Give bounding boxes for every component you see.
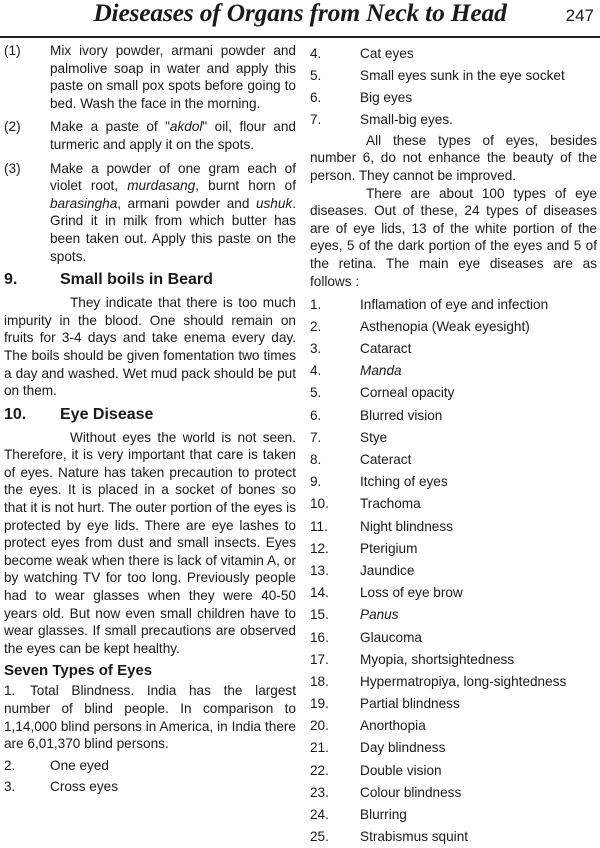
remedy-text-italic: ushuk: [255, 195, 293, 211]
section-paragraph: They indicate that there is too much impurity in the blood. One should remain on fruits for 3-4 days and take enema every day. The boils should be given fomentation two times a day and washed. Wet mud pack should be put on them.: [4, 295, 296, 399]
section-number: 10.: [4, 405, 27, 423]
remedy-text-part: , burnt horn of: [195, 178, 296, 194]
list-text: Day blindness: [360, 740, 446, 756]
left-column: [4, 42, 296, 797]
list-text: Big eyes: [360, 89, 413, 105]
list-number: 17.: [310, 651, 329, 667]
list-item: [310, 109, 597, 131]
list-number: 4.: [310, 45, 322, 61]
remedy-text-part: . Grind it in milk from which butter has been taken out. Apply this paste on the spots.: [50, 195, 296, 264]
list-item: [310, 382, 597, 404]
list-number: 22.: [310, 762, 329, 778]
remedy-text-italic: murdasang: [127, 178, 196, 194]
list-text: Asthenopia (Weak eyesight): [360, 318, 530, 334]
list-item: [4, 755, 296, 776]
list-number: 25.: [310, 829, 329, 845]
page-number: 247: [565, 6, 594, 25]
page-title: Dieseases of Organs from Neck to Head: [93, 0, 507, 27]
eye-type-number: 1.: [4, 683, 16, 699]
list-item: [310, 360, 597, 382]
right-column: [310, 42, 597, 848]
list-text: Manda: [360, 363, 402, 379]
list-text: Hypermatropiya, long-sightedness: [360, 673, 567, 689]
list-item: [310, 826, 597, 848]
list-number: 8.: [310, 452, 322, 467]
remedy-text: [50, 160, 296, 266]
list-item: [310, 626, 597, 648]
section-number: 9.: [4, 271, 18, 289]
list-item: [310, 670, 597, 692]
list-text: Blurred vision: [360, 407, 443, 423]
list-item: [310, 293, 597, 315]
list-item: [310, 426, 597, 448]
list-number: 16.: [310, 629, 329, 645]
remedy-number: (3): [4, 160, 21, 176]
remedy-text: [50, 118, 296, 153]
list-item: [310, 759, 597, 781]
remedy-text: Mix ivory powder, armani powder and palmolive soap in water and apply this paste on small pox spots before going to bed. Wash the face in the morning.: [50, 43, 296, 111]
list-item: [310, 515, 597, 537]
list-number: 21.: [310, 740, 329, 756]
section-heading: [4, 406, 296, 424]
list-number: 9.: [310, 474, 322, 490]
list-number: 6.: [310, 407, 322, 423]
remedy-number: (1): [4, 43, 21, 58]
list-item: [310, 582, 597, 604]
list-text: Cross eyes: [50, 778, 118, 794]
list-text: Small-big eyes.: [360, 112, 453, 128]
subsection-heading: Seven Types of Eyes: [4, 662, 153, 680]
list-number: 2.: [310, 318, 322, 334]
disease-list: [310, 293, 597, 848]
section-title: Eye Disease: [60, 405, 154, 423]
list-number: 4.: [310, 363, 322, 379]
list-text: Blurring: [360, 807, 407, 822]
list-text: Myopia, shortsightedness: [360, 651, 515, 667]
paragraph: All these types of eyes, besides number 6, do not enhance the beauty of the person. They cannot be improved.: [310, 132, 597, 183]
remedy-text-part: , armani powder and: [117, 195, 256, 211]
remedy-text-italic: barasingha: [50, 195, 118, 211]
list-text: Double vision: [360, 762, 442, 778]
list-text: Small eyes sunk in the eye socket: [360, 67, 565, 83]
list-number: 6.: [310, 89, 322, 105]
list-text: One eyed: [50, 757, 109, 773]
list-item: [310, 692, 597, 714]
list-number: 23.: [310, 784, 329, 800]
section-heading: [4, 271, 296, 289]
list-text: Cataract: [360, 341, 412, 357]
remedy-item: [4, 118, 296, 153]
remedy-item: [4, 160, 296, 266]
list-text: Night blindness: [360, 518, 453, 534]
list-item: [310, 604, 597, 626]
list-text: Cat eyes: [360, 45, 414, 61]
list-number: 15.: [310, 607, 329, 623]
list-item: [4, 776, 296, 797]
list-text: Loss of eye brow: [360, 585, 463, 601]
list-text: Jaundice: [360, 562, 415, 578]
list-text: Itching of eyes: [360, 474, 448, 490]
eye-types-list: [310, 42, 597, 131]
list-number: 1.: [310, 296, 322, 312]
list-number: 7.: [310, 429, 322, 445]
list-number: 18.: [310, 673, 329, 689]
list-text: Glaucoma: [360, 629, 422, 645]
remedy-text-part: Make a paste of ": [50, 119, 170, 135]
list-number: 3.: [4, 778, 16, 794]
list-item: [310, 64, 597, 86]
list-number: 24.: [310, 807, 329, 822]
list-text: Colour blindness: [360, 784, 462, 800]
list-item: [310, 448, 597, 470]
page-header: [0, 0, 600, 38]
paragraph: There are about 100 types of eye diseases. Out of these, 24 types of diseases are of eye lids, 13 of the white portion of the eyes, 5 of the dark portion of the eyes and 5 of the retina. The main eye diseases are as follows :: [310, 185, 597, 289]
list-item: [310, 42, 597, 64]
list-number: 3.: [310, 341, 322, 357]
list-item: [310, 781, 597, 803]
list-text: Stye: [360, 429, 388, 445]
list-number: 2.: [4, 757, 16, 773]
eye-type-text: Total Blindness. India has the largest number of blind people. In comparison to 1,14,000 blind persons in America, in India there are 6,01,370 blind persons.: [4, 683, 296, 752]
list-text: Corneal opacity: [360, 385, 455, 401]
list-item: [310, 315, 597, 337]
list-number: 19.: [310, 696, 329, 712]
list-number: 10.: [310, 496, 329, 512]
list-text: Inflamation of eye and infection: [360, 296, 549, 312]
list-text: Cateract: [360, 452, 412, 467]
list-number: 13.: [310, 562, 329, 578]
list-item: [310, 715, 597, 737]
list-text: Trachoma: [360, 496, 421, 512]
section-paragraph: Without eyes the world is not seen. Therefore, it is very important that care is taken of eyes. Nature has taken precaution to protect the eyes. It is placed in a socket of bones so that it is not hurt. The outer portion of the eyes is protected by eye lids. There are eye lashes to protect eyes from dust and small insects. Eyes become weak when there is lack of vitamin A, or by watching TV for too long. Previously people had to wear glasses when they were 40-50 years old. But now even small children have to wear glasses. If small precautions are observed the eyes can be kept healthy.: [4, 429, 296, 656]
list-text: Pterigium: [360, 540, 418, 556]
list-text: Anorthopia: [360, 718, 426, 734]
list-number: 11.: [310, 518, 328, 534]
list-item: [310, 537, 597, 559]
list-number: 14.: [310, 585, 329, 601]
list-item: [310, 803, 597, 825]
remedy-item: [4, 42, 296, 112]
list-text: Partial blindness: [360, 696, 460, 712]
list-item: [310, 648, 597, 670]
list-text: Panus: [360, 607, 399, 623]
list-item: [310, 559, 597, 581]
remedy-text-part: Make a powder of one gram each of violet root,: [50, 160, 296, 194]
list-text: Strabismus squint: [360, 829, 469, 845]
remedy-text-italic: akdol: [169, 119, 203, 135]
remedy-text-part: " oil, flour and turmeric and apply it on the spots.: [50, 119, 296, 152]
eye-type-first: [4, 682, 296, 752]
list-number: 7.: [310, 112, 322, 128]
list-item: [310, 471, 597, 493]
list-item: [310, 737, 597, 759]
list-number: 5.: [310, 385, 322, 401]
section-title: Small boils in Beard: [60, 271, 213, 289]
remedy-number: (2): [4, 119, 21, 135]
list-item: [310, 493, 597, 515]
list-number: 12.: [310, 540, 329, 556]
list-number: 5.: [310, 67, 322, 83]
list-number: 20.: [310, 718, 329, 734]
list-item: [310, 337, 597, 359]
list-item: [310, 86, 597, 108]
list-item: [310, 404, 597, 426]
